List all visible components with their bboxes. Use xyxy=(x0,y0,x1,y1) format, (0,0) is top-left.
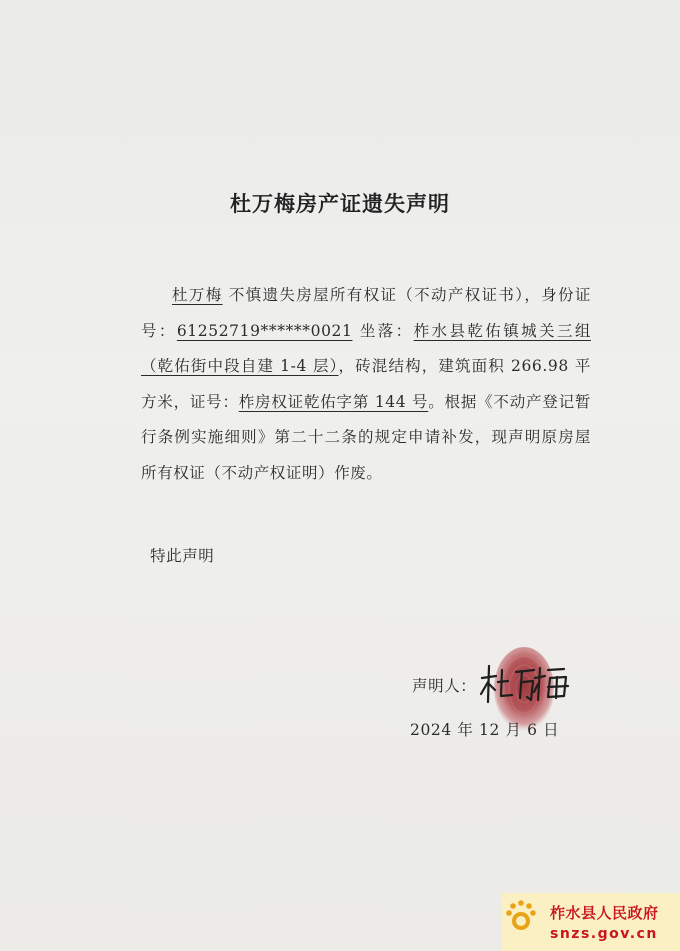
notice-title: 杜万梅房产证遗失声明 xyxy=(230,192,450,216)
property-location: 柞水县乾佑镇城关三组（乾佑街中段自建 1-4 层） xyxy=(141,321,591,375)
sun-icon xyxy=(504,899,538,933)
text-segment-2: 坐落： xyxy=(352,321,414,340)
id-number: 61252719******0021 xyxy=(176,321,353,340)
gov-name: 柞水县人民政府 xyxy=(550,904,659,922)
signer-label: 声明人： xyxy=(412,677,477,695)
text-segment-3: ，砖混结构，建筑面积 266.98 平方米，证号： xyxy=(141,357,591,411)
notice-paragraph xyxy=(141,278,591,491)
owner-name: 杜万梅 xyxy=(172,286,223,304)
notice-body xyxy=(141,278,591,491)
closing-remark: 特此声明 xyxy=(150,547,215,565)
notice-date: 2024 年 12 月 6 日 xyxy=(410,721,560,739)
text-segment-1: 不慎遗失房屋所有权证（不动产权证书），身份证号： xyxy=(141,286,591,340)
text-segment-4: 。根据《不动产登记暂行条例实施细则》第二十二条的规定申请补发，现声明原房屋所有权证（不动产权证明）作废。 xyxy=(141,392,591,482)
handwritten-signature xyxy=(478,660,573,706)
certificate-number: 柞房权证乾佑字第 144 号 xyxy=(238,392,429,411)
gov-watermark xyxy=(502,893,680,951)
gov-url: snzs.gov.cn xyxy=(550,926,658,942)
